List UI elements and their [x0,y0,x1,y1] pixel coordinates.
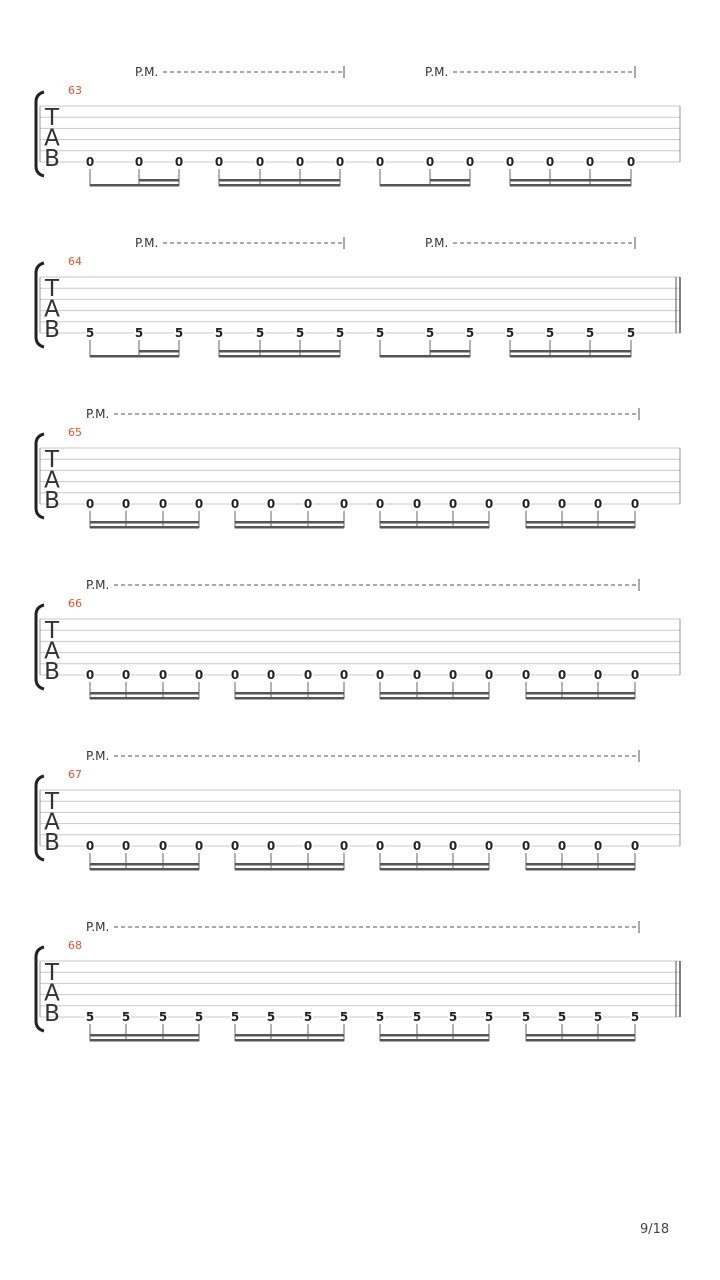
fret-number: 0 [194,668,204,682]
palm-mute-label: P.M. [425,236,449,250]
palm-mute-label: P.M. [135,65,159,79]
fret-number: 0 [557,668,567,682]
fret-number: 0 [585,155,595,169]
fret-number: 0 [412,668,422,682]
fret-number: 5 [121,1010,131,1024]
tab-system [36,407,680,529]
fret-number: 0 [505,155,515,169]
primary-beam [380,355,470,358]
fret-number: 0 [85,155,95,169]
fret-number: 0 [85,668,95,682]
primary-beam [90,526,199,529]
fret-number: 5 [593,1010,603,1024]
tab-clef-letter: B [44,317,60,343]
primary-beam [90,1039,199,1042]
fret-number: 0 [630,839,640,853]
measure-number: 65 [68,426,82,439]
primary-beam [526,697,635,700]
primary-beam [90,697,199,700]
tab-clef-letter: A [44,809,60,836]
palm-mute-label: P.M. [86,407,110,421]
fret-number: 0 [521,839,531,853]
fret-number: 5 [585,326,595,340]
fret-number: 0 [521,668,531,682]
primary-beam [219,184,340,187]
fret-number: 0 [303,839,313,853]
primary-beam [526,1039,635,1042]
fret-number: 0 [255,155,265,169]
fret-number: 0 [375,155,385,169]
fret-number: 5 [295,326,305,340]
fret-number: 0 [448,497,458,511]
fret-number: 0 [630,668,640,682]
fret-number: 0 [85,497,95,511]
tab-clef-letter: T [44,447,60,473]
fret-number: 0 [557,497,567,511]
tab-clef-letter: T [44,789,60,815]
fret-number: 0 [121,497,131,511]
fret-number: 5 [335,326,345,340]
secondary-beam [526,692,635,695]
tab-clef-letter: A [44,125,60,152]
palm-mute-label: P.M. [135,236,159,250]
secondary-beam [139,179,179,182]
tab-clef-letter: T [44,618,60,644]
fret-number: 5 [425,326,435,340]
fret-number: 0 [121,668,131,682]
fret-number: 0 [295,155,305,169]
measure-number: 66 [68,597,82,610]
primary-beam [235,868,344,871]
palm-mute-label: P.M. [425,65,449,79]
tab-clef-letter: T [44,276,60,302]
primary-beam [526,868,635,871]
tab-system [36,578,680,700]
secondary-beam [430,350,470,353]
primary-beam [510,184,631,187]
fret-number: 5 [303,1010,313,1024]
primary-beam [235,526,344,529]
fret-number: 0 [593,497,603,511]
fret-number: 5 [134,326,144,340]
fret-number: 0 [134,155,144,169]
fret-number: 5 [85,326,95,340]
fret-number: 0 [303,497,313,511]
primary-beam [526,526,635,529]
fret-number: 0 [412,497,422,511]
fret-number: 0 [266,497,276,511]
fret-number: 0 [158,668,168,682]
fret-number: 5 [375,1010,385,1024]
secondary-beam [510,350,631,353]
primary-beam [90,868,199,871]
fret-number: 5 [630,1010,640,1024]
fret-number: 0 [194,497,204,511]
fret-number: 0 [630,497,640,511]
secondary-beam [380,521,489,524]
fret-number: 0 [174,155,184,169]
fret-number: 5 [545,326,555,340]
palm-mute-label: P.M. [86,578,110,592]
fret-number: 0 [230,497,240,511]
fret-number: 0 [593,668,603,682]
fret-number: 5 [230,1010,240,1024]
fret-number: 5 [85,1010,95,1024]
secondary-beam [510,179,631,182]
fret-number: 5 [214,326,224,340]
secondary-beam [90,692,199,695]
secondary-beam [526,863,635,866]
fret-number: 0 [85,839,95,853]
secondary-beam [90,1034,199,1037]
secondary-beam [219,350,340,353]
page-number: 9/18 [640,1222,670,1237]
primary-beam [235,1039,344,1042]
fret-number: 0 [335,155,345,169]
fret-number: 0 [158,497,168,511]
fret-number: 0 [375,668,385,682]
secondary-beam [90,521,199,524]
measure-number: 68 [68,939,82,952]
tab-clef-letter: B [44,1001,60,1027]
tab-clef-letter: B [44,146,60,172]
palm-mute-label: P.M. [86,749,110,763]
secondary-beam [235,521,344,524]
tab-clef-letter: B [44,830,60,856]
fret-number: 0 [339,668,349,682]
secondary-beam [235,863,344,866]
primary-beam [90,184,179,187]
fret-number: 0 [626,155,636,169]
fret-number: 5 [505,326,515,340]
palm-mute-label: P.M. [86,920,110,934]
primary-beam [380,697,489,700]
fret-number: 0 [545,155,555,169]
secondary-beam [235,692,344,695]
fret-number: 0 [521,497,531,511]
fret-number: 0 [339,497,349,511]
tab-system [36,65,680,187]
secondary-beam [526,1034,635,1037]
primary-beam [510,355,631,358]
primary-beam [380,526,489,529]
measure-number: 64 [68,255,82,268]
secondary-beam [430,179,470,182]
fret-number: 0 [484,668,494,682]
fret-number: 0 [230,839,240,853]
primary-beam [90,355,179,358]
tab-clef-letter: A [44,467,60,494]
tab-system [36,920,680,1042]
measure-number: 63 [68,84,82,97]
fret-number: 5 [339,1010,349,1024]
fret-number: 5 [626,326,636,340]
fret-number: 0 [158,839,168,853]
fret-number: 0 [484,839,494,853]
fret-number: 0 [214,155,224,169]
fret-number: 5 [448,1010,458,1024]
measure-number: 67 [68,768,82,781]
primary-beam [380,1039,489,1042]
fret-number: 0 [593,839,603,853]
primary-beam [219,355,340,358]
tab-clef-letter: A [44,296,60,323]
tab-system [36,236,680,358]
fret-number: 5 [465,326,475,340]
secondary-beam [235,1034,344,1037]
fret-number: 5 [266,1010,276,1024]
tab-clef-letter: B [44,659,60,685]
fret-number: 5 [174,326,184,340]
fret-number: 0 [121,839,131,853]
tab-clef-letter: A [44,638,60,665]
fret-number: 0 [425,155,435,169]
fret-number: 0 [303,668,313,682]
fret-number: 5 [557,1010,567,1024]
tab-clef-letter: B [44,488,60,514]
fret-number: 0 [412,839,422,853]
fret-number: 0 [375,497,385,511]
fret-number: 0 [266,839,276,853]
secondary-beam [380,692,489,695]
fret-number: 5 [158,1010,168,1024]
fret-number: 0 [484,497,494,511]
tab-clef-letter: T [44,960,60,986]
fret-number: 0 [375,839,385,853]
primary-beam [235,697,344,700]
fret-number: 0 [448,839,458,853]
fret-number: 5 [255,326,265,340]
fret-number: 0 [339,839,349,853]
secondary-beam [526,521,635,524]
fret-number: 5 [375,326,385,340]
secondary-beam [380,1034,489,1037]
fret-number: 0 [230,668,240,682]
tab-clef-letter: T [44,105,60,131]
fret-number: 0 [465,155,475,169]
primary-beam [380,868,489,871]
fret-number: 0 [266,668,276,682]
primary-beam [380,184,470,187]
secondary-beam [90,863,199,866]
secondary-beam [219,179,340,182]
fret-number: 0 [194,839,204,853]
fret-number: 5 [484,1010,494,1024]
fret-number: 5 [521,1010,531,1024]
tab-clef-letter: A [44,980,60,1007]
secondary-beam [139,350,179,353]
fret-number: 5 [194,1010,204,1024]
fret-number: 5 [412,1010,422,1024]
secondary-beam [380,863,489,866]
tab-system [36,749,680,871]
fret-number: 0 [448,668,458,682]
fret-number: 0 [557,839,567,853]
